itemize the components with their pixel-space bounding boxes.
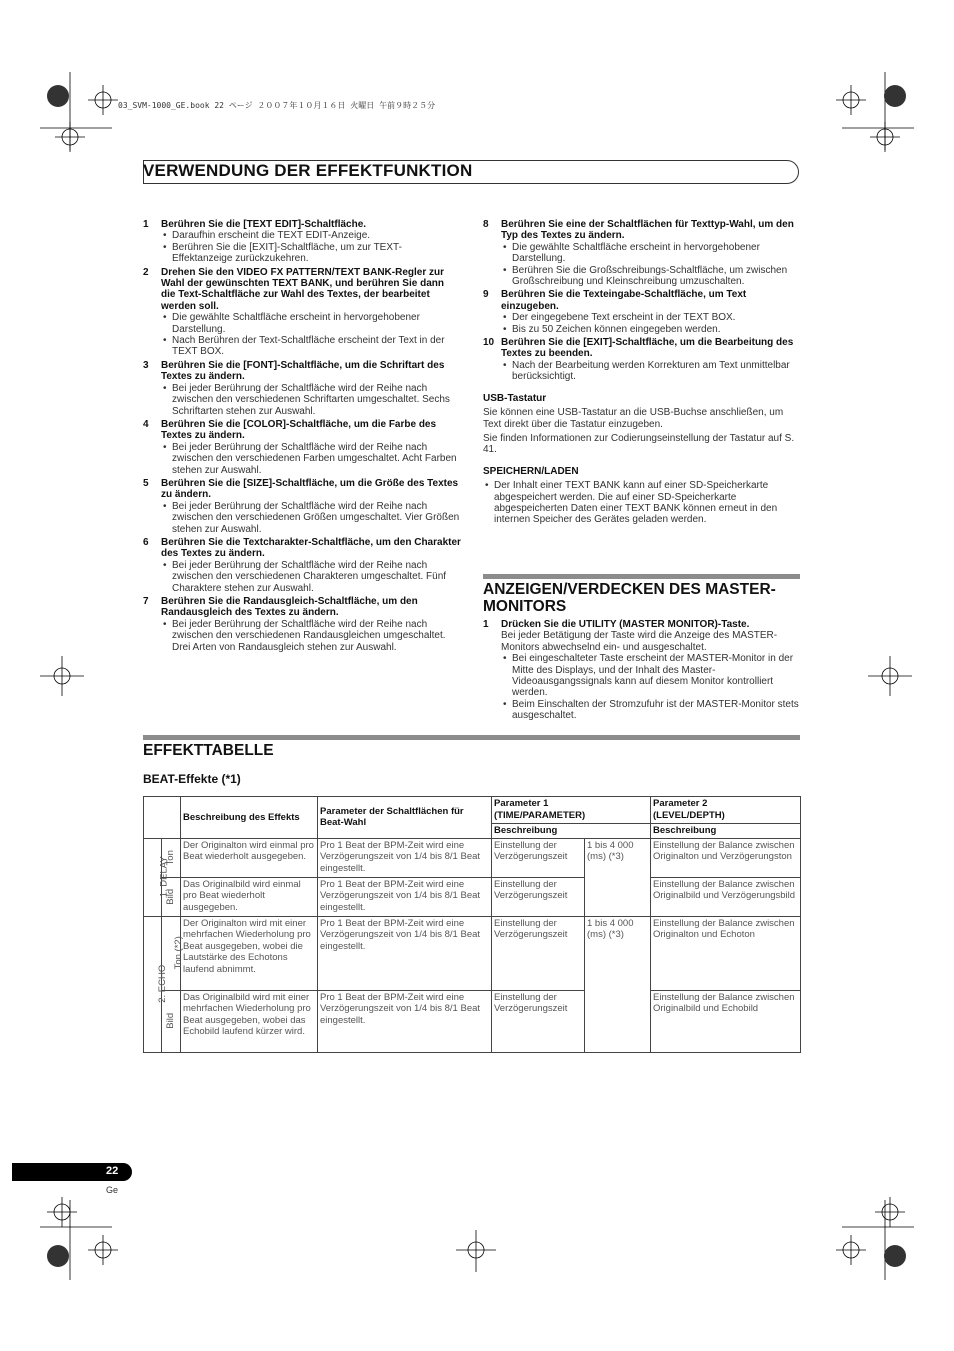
table-cell: Das Originalbild wird mit einer mehrfachen Wiederholung pro Beat ausgegeben, wobei das Echobild laufend kürzer wird. xyxy=(181,990,318,1052)
bullet: • Bei jeder Berührung der Schaltfläche wird der Reihe nach zwischen den verschiedenen Farben umgeschaltet. Acht Farben stehen zur Auswahl. xyxy=(143,442,461,476)
bullet: • Nach der Bearbeitung werden Korrekturen am Text unmittelbar berücksichtigt. xyxy=(483,360,801,383)
table-cell: Pro 1 Beat der BPM-Zeit wird eine Verzögerungszeit von 1/4 bis 8/1 Beat eingestellt. xyxy=(318,877,492,916)
step: 6 Berühren Sie die Textcharakter-Schaltfläche, um den Charakter des Textes zu ändern. • Bei jeder Berührung der Schaltfläche wird der Reihe nach zwischen den verschiedenen Charakteren umgeschaltet. Fünf Charaktere stehen zur Auswahl. xyxy=(143,537,461,594)
print-info: 03_SVM-1000_GE.book 22 ページ ２００７年１０月１６日 火曜日 午前９時２５分 xyxy=(118,101,436,110)
bullet: • Die gewählte Schaltfläche erscheint in hervorgehobener Darstellung. xyxy=(143,312,461,335)
step: 1 Berühren Sie die [TEXT EDIT]-Schaltfläche. • Daraufhin erscheint die TEXT EDIT-Anzeige. • Berühren Sie die [EXIT]-Schaltfläche, um zur TEXT-Effektanzeige zurückzukehren. xyxy=(143,219,461,265)
table-cell: Einstellung der Balance zwischen Originalbild und Echobild xyxy=(651,990,801,1052)
usb-heading: USB-Tastatur xyxy=(483,392,547,404)
table-row xyxy=(144,838,801,877)
section-bar xyxy=(143,735,800,740)
table-cell: Der Originalton wird einmal pro Beat wiederholt ausgegeben. xyxy=(181,838,318,877)
step: 8 Berühren Sie eine der Schaltflächen für Texttyp-Wahl, um den Typ des Textes zu ändern. • Die gewählte Schaltfläche erscheint in hervorgehobener Darstellung. • Berühren Sie die Großschreibungs-Schaltfläche, um zwischen Großschreibung und Kleinschreibung umzuschalten. xyxy=(483,219,801,287)
section-bar xyxy=(483,574,800,579)
usb-paragraph: Sie können eine USB-Tastatur an die USB-Buchse anschließen, um Text direkt über die Tastatur einzugeben. xyxy=(483,407,784,430)
group-label: 1. DELAY xyxy=(144,838,162,916)
sub-label: Bild xyxy=(162,877,181,916)
table-cell: Einstellung der Verzögerungszeit xyxy=(492,990,585,1052)
bullet: • Der Inhalt einer TEXT BANK kann auf einer SD-Speicherkarte abgespeichert werden. Die auf einer SD-Speicherkarte abgespeicherten Daten einer TEXT BANK können erneut in den internen Speicher des Gerätes geladen werden. xyxy=(483,480,801,526)
table-cell: Einstellung der Verzögerungszeit xyxy=(492,838,585,877)
effekttabelle-heading: EFFEKTTABELLE xyxy=(143,742,274,759)
bullet: • Bei jeder Berührung der Schaltfläche wird der Reihe nach zwischen den verschiedenen Charakteren umgeschaltet. Fünf Charaktere stehen zur Auswahl. xyxy=(143,560,461,594)
master-heading: ANZEIGEN/VERDECKEN DES MASTER-MONITORS xyxy=(483,581,776,615)
step: 4 Berühren Sie die [COLOR]-Schaltfläche, um die Farbe des Textes zu ändern. • Bei jeder Berührung der Schaltfläche wird der Reihe nach zwischen den verschiedenen Farben umgeschaltet. Acht Farben stehen zur Auswahl. xyxy=(143,419,461,476)
header-cell: Beschreibung xyxy=(651,824,801,839)
bullet: • Bis zu 50 Zeichen können eingegeben werden. xyxy=(483,324,801,335)
speichern-heading: SPEICHERN/LADEN xyxy=(483,465,579,477)
table-cell: Einstellung der Balance zwischen Originalton und Echoton xyxy=(651,916,801,990)
header-cell: Parameter der Schaltflächen für Beat-Wahl xyxy=(318,797,492,839)
table-row xyxy=(144,877,801,916)
beat-heading: BEAT-Effekte (*1) xyxy=(143,772,241,786)
page-title: VERWENDUNG DER EFFEKTFUNKTION xyxy=(143,161,473,180)
table-cell: Der Originalton wird mit einer mehrfachen Wiederholung pro Beat ausgegeben, wobei die Lautstärke des Echotons laufend abnimmt. xyxy=(181,916,318,990)
bullet: • Daraufhin erscheint die TEXT EDIT-Anzeige. xyxy=(143,230,461,241)
table-cell: Pro 1 Beat der BPM-Zeit wird eine Verzögerungszeit von 1/4 bis 8/1 Beat eingestellt. xyxy=(318,916,492,990)
effect-table xyxy=(143,796,801,1053)
table-cell: Pro 1 Beat der BPM-Zeit wird eine Verzögerungszeit von 1/4 bis 8/1 Beat eingestellt. xyxy=(318,990,492,1052)
bullet: • Bei jeder Berührung der Schaltfläche wird der Reihe nach zwischen den verschiedenen Randausgleichen umgeschaltet. Drei Arten von Randausgleich stehen zur Auswahl. xyxy=(143,619,461,653)
step: 9 Berühren Sie die Texteingabe-Schaltfläche, um Text einzugeben. • Der eingegebene Text erscheint in der TEXT BOX. • Bis zu 50 Zeichen können eingegeben werden. xyxy=(483,289,801,335)
page-number: 22 xyxy=(106,1165,119,1177)
table-cell: Das Originalbild wird einmal pro Beat wiederholt ausgegeben. xyxy=(181,877,318,916)
bullet: • Bei eingeschalteter Taste erscheint der MASTER-Monitor in der Mitte des Displays, und der Inhalt des Master-Videoausgangssignals kann auf diesem Monitor kontrolliert werden. xyxy=(483,653,801,699)
table-cell: 1 bis 4 000 (ms) (*3) xyxy=(585,916,651,1052)
master-paragraph: Bei jeder Betätigung der Taste wird die Anzeige des MASTER-Monitors abwechselnd ein- und ausgeschaltet. xyxy=(501,630,778,653)
bullet: • Die gewählte Schaltfläche erscheint in hervorgehobener Darstellung. xyxy=(483,242,801,265)
table-cell: Pro 1 Beat der BPM-Zeit wird eine Verzögerungszeit von 1/4 bis 8/1 Beat eingestellt. xyxy=(318,838,492,877)
bullet: • Berühren Sie die [EXIT]-Schaltfläche, um zur TEXT-Effektanzeige zurückzukehren. xyxy=(143,242,461,265)
table-corner xyxy=(144,797,181,839)
bullet: • Bei jeder Berührung der Schaltfläche wird der Reihe nach zwischen den verschiedenen Größen umgeschaltet. Vier Größen stehen zur Auswahl. xyxy=(143,501,461,535)
bullet: • Der eingegebene Text erscheint in der TEXT BOX. xyxy=(483,312,801,323)
header-cell: Parameter 2 (LEVEL/DEPTH) xyxy=(651,797,801,824)
bullet: • Nach Berühren der Text-Schaltfläche erscheint der Text in der TEXT BOX. xyxy=(143,335,461,358)
table-cell: 1 bis 4 000 (ms) (*3) xyxy=(585,838,651,916)
bullet: • Berühren Sie die Großschreibungs-Schaltfläche, um zwischen Großschreibung und Kleinschreibung umzuschalten. xyxy=(483,265,801,288)
bullet: • Bei jeder Berührung der Schaltfläche wird der Reihe nach zwischen den verschiedenen Schriftarten umgeschaltet. Sechs Schriftarten stehen zur Auswahl. xyxy=(143,383,461,417)
table-cell: Einstellung der Verzögerungszeit xyxy=(492,916,585,990)
table-cell: Einstellung der Balance zwischen Originalbild und Verzögerungsbild xyxy=(651,877,801,916)
bullet: • Beim Einschalten der Stromzufuhr ist der MASTER-Monitor stets ausgeschaltet. xyxy=(483,699,801,722)
left-column xyxy=(143,219,461,653)
sub-label: Ton (*2) xyxy=(162,916,181,990)
table-cell: Einstellung der Verzögerungszeit xyxy=(492,877,585,916)
header-cell: Parameter 1 (TIME/PARAMETER) xyxy=(492,797,651,824)
language-code: Ge xyxy=(106,1185,119,1195)
header-cell: Beschreibung xyxy=(492,824,651,839)
group-label: 2. ECHO xyxy=(144,916,162,1052)
sub-label: Ton xyxy=(162,838,181,877)
step: 5 Berühren Sie die [SIZE]-Schaltfläche, um die Größe des Textes zu ändern. • Bei jeder Berührung der Schaltfläche wird der Reihe nach zwischen den verschiedenen Größen umgeschaltet. Vier Größen stehen zur Auswahl. xyxy=(143,478,461,535)
usb-paragraph: Sie finden Informationen zur Codierungseinstellung der Tastatur auf S. 41. xyxy=(483,432,795,456)
step: 10 Berühren Sie die [EXIT]-Schaltfläche, um die Bearbeitung des Textes zu beenden. • Nach der Bearbeitung werden Korrekturen am Text unmittelbar berücksichtigt. xyxy=(483,337,801,383)
table-row xyxy=(144,916,801,990)
step: 2 Drehen Sie den VIDEO FX PATTERN/TEXT BANK-Regler zur Wahl der gewünschten TEXT BANK, und berühren Sie dann die Text-Schaltfläche zur Wahl des Textes, der bearbeitet werden soll. • Die gewählte Schaltfläche erscheint in hervorgehobener Darstellung. • Nach Berühren der Text-Schaltfläche erscheint der Text in der TEXT BOX. xyxy=(143,267,461,358)
step: 7 Berühren Sie die Randausgleich-Schaltfläche, um den Randausgleich des Textes zu ändern. • Bei jeder Berührung der Schaltfläche wird der Reihe nach zwischen den verschiedenen Randausgleichen umgeschaltet. Drei Arten von Randausgleich stehen zur Auswahl. xyxy=(143,596,461,653)
master-section: 1 Drücken Sie die UTILITY (MASTER MONITOR)-Taste. Bei jeder Betätigung der Taste wird die Anzeige des MASTER-Monitors abwechselnd ein- und ausgeschaltet. • Bei eingeschalteter Taste erscheint der MASTER-Monitor in der Mitte des Displays, und der Inhalt des Master-Videoausgangssignals kann auf diesem Monitor kontrolliert werden. • Beim Einschalten der Stromzufuhr ist der MASTER-Monitor stets ausgeschaltet. xyxy=(483,619,801,722)
step: 3 Berühren Sie die [FONT]-Schaltfläche, um die Schriftart des Textes zu ändern. • Bei jeder Berührung der Schaltfläche wird der Reihe nach zwischen den verschiedenen Schriftarten umgeschaltet. Sechs Schriftarten stehen zur Auswahl. xyxy=(143,360,461,417)
right-column xyxy=(483,219,801,526)
table-cell: Einstellung der Balance zwischen Originalton und Verzögerungston xyxy=(651,838,801,877)
sub-label: Bild xyxy=(162,990,181,1052)
table-row xyxy=(144,990,801,1052)
header-cell: Beschreibung des Effekts xyxy=(181,797,318,839)
